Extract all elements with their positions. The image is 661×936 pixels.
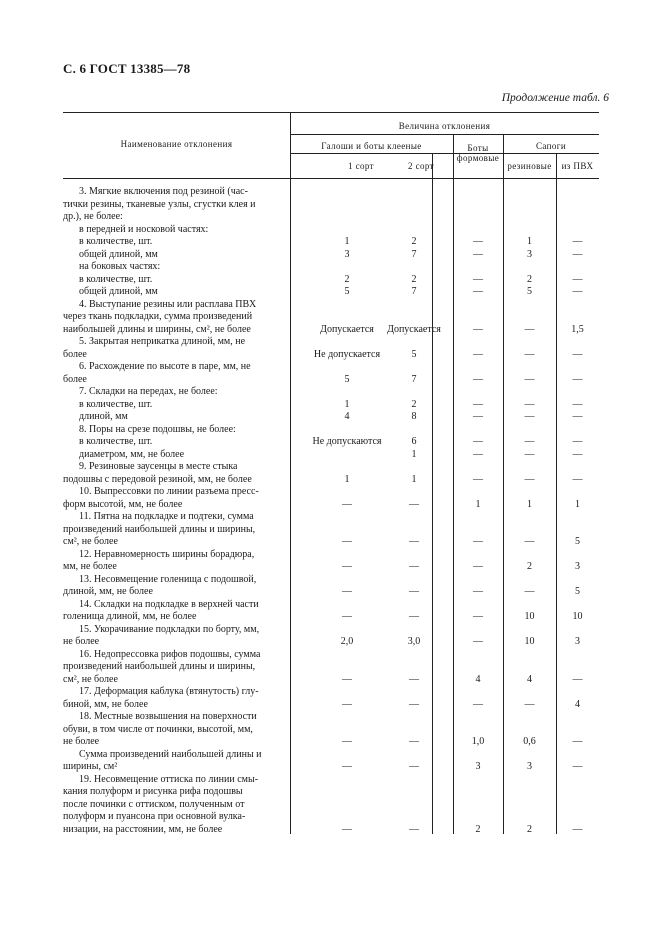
value-sort2: 1 xyxy=(411,473,417,485)
deviation-name xyxy=(63,599,289,624)
deviation-name xyxy=(63,386,289,399)
table-row xyxy=(0,286,661,299)
value-boty: — xyxy=(473,348,483,360)
deviation-name-line: 15. Укорачивание подкладки по борту, мм, xyxy=(79,623,260,635)
deviation-name xyxy=(63,749,289,774)
value-boty: — xyxy=(473,586,483,597)
deviation-name-line: др.), не более: xyxy=(63,211,123,222)
page-header: С. 6 ГОСТ 13385—78 xyxy=(63,61,191,76)
value-sort1: — xyxy=(342,498,352,510)
value-rezinovye: — xyxy=(524,586,535,597)
deviation-name-line: ширины, см² xyxy=(63,761,118,772)
table-row xyxy=(0,336,661,361)
value-boty: — xyxy=(473,323,483,335)
deviation-name-line: 6. Расхождение по высоте в паре, мм, не xyxy=(79,361,251,372)
value-rezinovye: 10 xyxy=(524,636,535,647)
table-row xyxy=(0,261,661,274)
value-rezinovye: — xyxy=(524,698,535,710)
value-boty: — xyxy=(473,636,483,647)
header-value: Величина отклонения xyxy=(398,121,491,131)
header-boty-line2: формовые xyxy=(456,153,500,164)
deviation-name-line: более xyxy=(63,348,87,360)
table-row xyxy=(0,236,661,249)
deviation-name xyxy=(63,774,289,837)
header-rule-groups xyxy=(290,153,599,154)
deviation-name-line: полуформ и пуансона при основной вулка- xyxy=(63,811,246,822)
table-row xyxy=(0,449,661,462)
value-sort2: — xyxy=(409,611,419,622)
deviation-name xyxy=(63,336,289,361)
value-pvh: — xyxy=(572,373,583,385)
header-pvh: из ПВХ xyxy=(561,161,594,171)
value-pvh: 5 xyxy=(575,536,580,547)
table-row xyxy=(0,774,661,837)
value-boty: — xyxy=(473,473,483,485)
deviation-name-line: 7. Складки на передах, не более: xyxy=(79,386,218,397)
deviation-name-line: 16. Недопрессовка рифов подошвы, сумма xyxy=(79,648,261,660)
value-pvh: 4 xyxy=(575,698,580,710)
value-sort2: 5 xyxy=(411,348,417,360)
value-pvh: — xyxy=(572,448,583,460)
value-pvh: — xyxy=(572,248,583,260)
deviation-name xyxy=(63,711,289,749)
value-sort1: — xyxy=(342,823,352,835)
value-pvh: — xyxy=(572,273,583,285)
value-rezinovye: 3 xyxy=(527,761,532,772)
deviation-name xyxy=(63,411,289,424)
value-boty: — xyxy=(473,373,483,385)
value-sort1: — xyxy=(342,761,352,772)
table-row xyxy=(0,299,661,337)
deviation-name-line: не более xyxy=(63,636,100,647)
value-pvh: 1,5 xyxy=(571,323,584,335)
header-name: Наименование отклонения xyxy=(120,139,233,149)
value-pvh: — xyxy=(572,473,583,485)
value-pvh: 3 xyxy=(575,636,580,647)
value-rezinovye: 3 xyxy=(527,248,532,260)
deviation-name xyxy=(63,461,289,486)
deviation-name-line: диаметром, мм, не более xyxy=(79,448,185,460)
value-sort1: — xyxy=(342,673,352,685)
value-rezinovye: — xyxy=(524,323,535,335)
value-sort2: — xyxy=(409,736,419,747)
deviation-name-line: мм, не более xyxy=(63,561,117,572)
value-sort2: — xyxy=(409,698,419,710)
value-rezinovye: 2 xyxy=(527,273,532,285)
deviation-name xyxy=(63,424,289,437)
value-sort2: 7 xyxy=(411,286,417,297)
value-sort1: — xyxy=(342,698,352,710)
table-row xyxy=(0,574,661,599)
value-sort2: — xyxy=(409,586,419,597)
value-sort2: 1 xyxy=(411,448,417,460)
table-row xyxy=(0,386,661,399)
value-pvh: — xyxy=(572,436,583,447)
value-sort2: — xyxy=(409,823,419,835)
deviation-name-line: 8. Поры на срезе подошвы, не более: xyxy=(79,423,236,435)
deviation-name-line: на боковых частях: xyxy=(79,261,161,272)
deviation-name-line: 19. Несовмещение оттиска по линии смы- xyxy=(79,773,259,785)
value-sort2: Допускается xyxy=(387,323,441,335)
deviation-name-line: произведений наибольшей длины и ширины, xyxy=(63,523,256,535)
value-sort1: Допускается xyxy=(320,323,374,335)
value-pvh: — xyxy=(572,673,583,685)
value-sort1: 1 xyxy=(344,473,350,485)
value-pvh: — xyxy=(572,286,583,297)
value-sort1: 5 xyxy=(344,373,350,385)
header-sort1: 1 сорт xyxy=(348,161,374,171)
value-sort2: — xyxy=(409,498,419,510)
deviation-name-line: через ткань подкладки, сумма произведений xyxy=(63,311,253,322)
table-row xyxy=(0,749,661,774)
deviation-name-line: биной, мм, не более xyxy=(63,698,148,710)
value-pvh: 10 xyxy=(572,611,583,622)
table-row xyxy=(0,249,661,262)
deviation-name xyxy=(63,274,289,287)
deviation-name xyxy=(63,449,289,462)
deviation-name-line: в количестве, шт. xyxy=(79,236,153,247)
value-sort2: — xyxy=(409,673,419,685)
header-sort2-label: 2 сорт xyxy=(408,161,434,171)
value-boty: — xyxy=(473,273,483,285)
table-row xyxy=(0,436,661,449)
value-rezinovye: — xyxy=(524,473,535,485)
value-rezinovye: — xyxy=(524,536,535,547)
deviation-name-line: 10. Выпрессовки по линии разъема пресс- xyxy=(79,486,259,497)
value-rezinovye: 2 xyxy=(527,823,532,835)
value-sort2: 2 xyxy=(411,398,417,410)
value-boty: — xyxy=(473,248,483,260)
value-sort1: 2 xyxy=(344,273,350,285)
value-boty: — xyxy=(473,436,483,447)
deviation-name-line: подошвы с передовой резиной, мм, не более xyxy=(63,473,252,485)
value-boty: 1,0 xyxy=(471,736,485,747)
header-boty-line1: Боты xyxy=(467,143,489,153)
header-galoshi: Галоши и боты клееные xyxy=(321,141,422,151)
value-sort1: 1 xyxy=(344,236,350,247)
value-boty: — xyxy=(473,561,483,572)
value-boty: — xyxy=(473,398,483,410)
value-sort2: — xyxy=(409,761,419,772)
table-row xyxy=(0,399,661,412)
value-sort2: 7 xyxy=(411,373,417,385)
value-sort2: 7 xyxy=(411,248,417,260)
value-boty: — xyxy=(473,698,483,710)
deviation-name-line: не более xyxy=(63,736,100,747)
value-boty: 4 xyxy=(475,673,481,685)
deviation-name xyxy=(63,236,289,249)
deviation-name xyxy=(63,399,289,412)
deviation-name-line: общей длиной, мм xyxy=(79,286,158,297)
deviation-name-line: в передней и носковой частях: xyxy=(79,223,209,235)
deviation-name-line: форм высотой, мм, не более xyxy=(63,498,183,510)
value-boty: — xyxy=(473,448,483,460)
value-sort2: 3,0 xyxy=(407,636,421,647)
table-top-rule xyxy=(63,112,599,113)
value-rezinovye: — xyxy=(524,348,535,360)
deviation-name xyxy=(63,186,289,236)
value-sort1: — xyxy=(342,561,352,572)
deviation-name-line: 9. Резиновые заусенцы в месте стыка xyxy=(79,461,238,472)
header-rule-value xyxy=(290,134,599,135)
value-rezinovye: 2 xyxy=(527,561,532,572)
value-boty: — xyxy=(473,286,483,297)
value-pvh: 3 xyxy=(575,561,580,572)
value-boty: 3 xyxy=(475,761,481,772)
value-rezinovye: 10 xyxy=(524,611,535,622)
table-row xyxy=(0,186,661,236)
deviation-name xyxy=(63,486,289,511)
value-pvh: — xyxy=(572,236,583,247)
deviation-name-line: более xyxy=(63,373,87,385)
value-boty: — xyxy=(473,411,483,422)
header-bottom-rule xyxy=(63,178,599,179)
deviation-name-line: в количестве, шт. xyxy=(79,436,153,447)
deviation-name-line: 14. Складки на подкладке в верхней части xyxy=(79,598,259,610)
deviation-name-line: голенища длиной, мм, не более xyxy=(63,611,197,622)
deviation-name xyxy=(63,624,289,649)
deviation-name xyxy=(63,574,289,599)
value-rezinovye: — xyxy=(524,373,535,385)
deviation-name-line: длиной, мм, не более xyxy=(63,586,153,597)
table-row xyxy=(0,649,661,687)
value-sort2: 2 xyxy=(411,236,417,247)
value-rezinovye: — xyxy=(524,436,535,447)
table-row xyxy=(0,411,661,424)
value-sort2: 2 xyxy=(411,273,417,285)
value-rezinovye: 4 xyxy=(527,673,532,685)
deviation-name-line: 4. Выступание резины или расплава ПВХ xyxy=(79,298,257,310)
value-sort1: — xyxy=(342,586,352,597)
deviation-name xyxy=(63,686,289,711)
value-pvh: 5 xyxy=(575,586,580,597)
value-sort1: 2,0 xyxy=(340,636,354,647)
deviation-name-line: Сумма произведений наибольшей длины и xyxy=(79,748,262,760)
value-sort1: Не допускается xyxy=(313,348,381,360)
deviation-name-line: см², не более xyxy=(63,673,118,685)
table-row xyxy=(0,486,661,511)
value-boty: — xyxy=(473,611,483,622)
deviation-name-line: в количестве, шт. xyxy=(79,273,153,285)
value-sort2: 8 xyxy=(411,411,417,422)
value-rezinovye: 1 xyxy=(527,236,532,247)
deviation-name-line: 17. Деформация каблука (втянутость) глу- xyxy=(79,686,259,697)
value-sort1: — xyxy=(342,536,352,547)
value-rezinovye: 1 xyxy=(527,498,532,510)
value-pvh: — xyxy=(572,761,583,772)
table-row xyxy=(0,711,661,749)
deviation-name xyxy=(63,249,289,262)
deviation-name-line: 5. Закрытая неприкатка длиной, мм, не xyxy=(79,336,246,347)
table-row xyxy=(0,361,661,386)
deviation-name xyxy=(63,511,289,549)
table-row xyxy=(0,424,661,437)
deviation-name-line: 12. Неравномерность ширины борадюра, xyxy=(79,548,255,560)
table-row xyxy=(0,624,661,649)
deviation-name-line: произведений наибольшей длины и ширины, xyxy=(63,661,256,672)
value-sort1: — xyxy=(342,611,352,622)
value-pvh: — xyxy=(572,823,583,835)
deviation-name-line: 11. Пятна на подкладке и подтеки, сумма xyxy=(79,511,254,522)
value-sort1: — xyxy=(342,736,352,747)
table-row xyxy=(0,686,661,711)
deviation-name xyxy=(63,649,289,687)
deviation-name-line: низации, на расстоянии, мм, не более xyxy=(63,823,223,835)
table-row xyxy=(0,461,661,486)
value-rezinovye: — xyxy=(524,398,535,410)
value-sort2: 6 xyxy=(411,436,417,447)
deviation-name xyxy=(63,549,289,574)
value-rezinovye: — xyxy=(524,448,535,460)
value-sort1: 1 xyxy=(344,398,350,410)
value-rezinovye: 0,6 xyxy=(523,736,536,747)
deviation-name xyxy=(63,261,289,274)
deviation-name-line: обуви, в том числе от починки, высотой, мм, xyxy=(63,723,253,735)
value-sort1: 3 xyxy=(344,248,350,260)
value-pvh: — xyxy=(572,398,583,410)
value-pvh: — xyxy=(572,348,583,360)
deviation-name-line: 3. Мягкие включения под резиной (час- xyxy=(79,186,248,197)
deviation-name xyxy=(63,436,289,449)
deviation-name-line: 13. Несовмещение голенища с подошвой, xyxy=(79,573,257,585)
deviation-name-line: 18. Местные возвышения на поверхности xyxy=(79,711,257,722)
value-pvh: 1 xyxy=(575,498,580,510)
table-row xyxy=(0,549,661,574)
deviation-name xyxy=(63,299,289,337)
deviation-name-line: тички резины, тканевые узлы, сгустки клея и xyxy=(63,198,256,210)
value-boty: 1 xyxy=(475,498,481,510)
value-pvh: — xyxy=(572,736,583,747)
table-continuation-label: Продолжение табл. 6 xyxy=(501,92,609,104)
table-row xyxy=(0,274,661,287)
value-rezinovye: — xyxy=(524,411,535,422)
deviation-name-line: после починки с оттиском, полученным от xyxy=(63,798,245,810)
deviation-name-line: в количестве, шт. xyxy=(79,398,153,410)
deviation-name-line: см², не более xyxy=(63,536,118,547)
table-row xyxy=(0,511,661,549)
value-boty: — xyxy=(473,536,483,547)
value-sort1: 5 xyxy=(344,286,350,297)
value-rezinovye: 5 xyxy=(527,286,532,297)
header-rezinovye: резиновые xyxy=(507,161,552,171)
value-boty: 2 xyxy=(475,823,481,835)
value-sort2: — xyxy=(409,561,419,572)
deviation-name xyxy=(63,361,289,386)
header-boty xyxy=(453,143,503,164)
table-row xyxy=(0,599,661,624)
deviation-name-line: общей длиной, мм xyxy=(79,248,158,260)
value-boty: — xyxy=(473,236,483,247)
deviation-name xyxy=(63,286,289,299)
value-sort2: — xyxy=(409,536,419,547)
deviation-name-line: длиной, мм xyxy=(79,411,128,422)
deviation-name-line: кания полуформ и рисунка рифа подошвы xyxy=(63,786,243,797)
value-sort1: Не допускаются xyxy=(312,436,382,447)
deviation-name-line: наибольшей длины и ширины, см², не более xyxy=(63,323,251,335)
value-pvh: — xyxy=(572,411,583,422)
value-sort1: 4 xyxy=(344,411,350,422)
header-sapogi: Сапоги xyxy=(535,141,567,151)
